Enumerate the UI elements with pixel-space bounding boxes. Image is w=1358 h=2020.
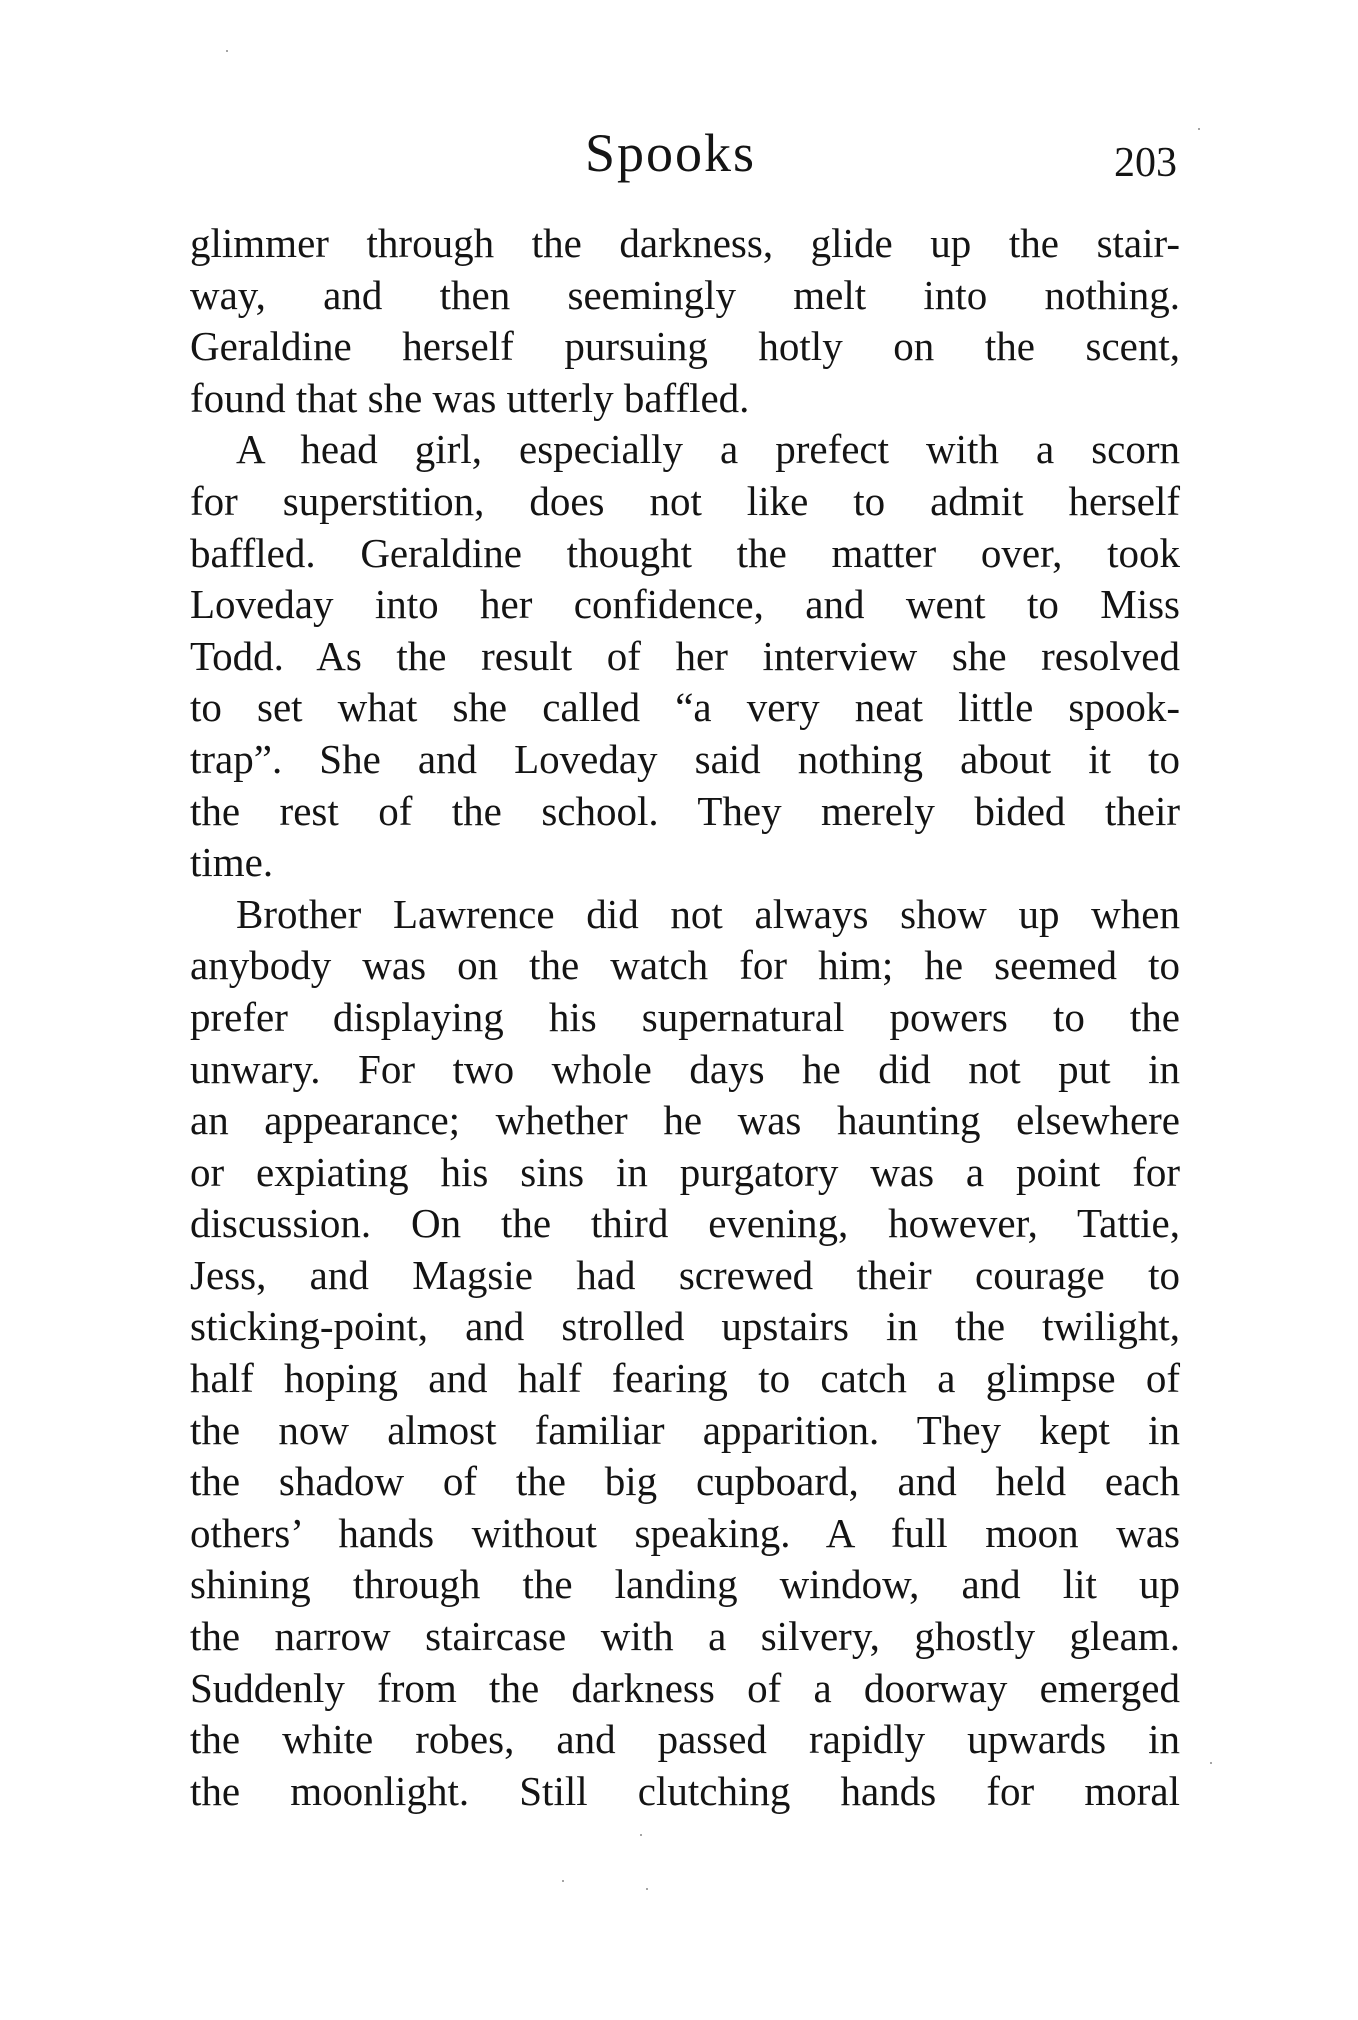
text-line: discussion. On the third evening, however, Tattie, (190, 1200, 1180, 1247)
text-line: time. (190, 839, 274, 886)
body-text (190, 218, 1180, 1817)
text-line: anybody was on the watch for him; he seemed to (190, 942, 1180, 989)
running-header (0, 118, 1358, 188)
paper-speck (1210, 1762, 1212, 1764)
text-line: Suddenly from the darkness of a doorway emerged (190, 1664, 1180, 1711)
text-line: to set what she called “a very neat little spook- (190, 684, 1180, 731)
text-line: the shadow of the big cupboard, and held each (190, 1458, 1180, 1505)
text-line: sticking-point, and strolled upstairs in the twilight, (190, 1303, 1180, 1350)
text-line: Geraldine herself pursuing hotly on the scent, (190, 323, 1180, 370)
text-line: for superstition, does not like to admit herself (190, 477, 1180, 524)
text-line: unwary. For two whole days he did not put in (190, 1045, 1180, 1092)
text-line: Brother Lawrence did not always show up when (236, 890, 1180, 937)
text-line: prefer displaying his supernatural powers to the (190, 993, 1180, 1040)
page-number: 203 (1114, 140, 1177, 186)
text-line: Todd. As the result of her interview she resolved (190, 632, 1180, 679)
text-line: the white robes, and passed rapidly upwards in (190, 1716, 1180, 1763)
text-line: baffled. Geraldine thought the matter over, took (190, 529, 1180, 576)
text-line: A head girl, especially a prefect with a scorn (236, 426, 1180, 473)
text-line: the narrow staircase with a silvery, ghostly gleam. (190, 1613, 1180, 1660)
text-line: the moonlight. Still clutching hands for moral (190, 1767, 1180, 1814)
text-line: the rest of the school. They merely bided their (190, 787, 1180, 834)
text-line: shining through the landing window, and lit up (190, 1561, 1180, 1608)
text-line: half hoping and half fearing to catch a glimpse of (190, 1355, 1180, 1402)
text-line: way, and then seemingly melt into nothing. (190, 271, 1180, 318)
text-line: an appearance; whether he was haunting elsewhere (190, 1097, 1180, 1144)
text-line: glimmer through the darkness, glide up the stair- (190, 220, 1180, 266)
text-line: or expiating his sins in purgatory was a point for (190, 1148, 1180, 1195)
paper-speck (562, 1880, 564, 1882)
running-title: Spooks (585, 123, 757, 183)
text-line: the now almost familiar apparition. They kept in (190, 1406, 1180, 1453)
text-line: Jess, and Magsie had screwed their courage to (190, 1251, 1180, 1298)
text-line: trap”. She and Loveday said nothing about it to (190, 735, 1180, 782)
paper-speck (226, 50, 228, 52)
text-line: found that she was utterly baffled. (190, 374, 750, 421)
paper-speck (1198, 128, 1200, 130)
text-line: others’ hands without speaking. A full moon was (190, 1509, 1180, 1556)
paper-speck (646, 1888, 648, 1890)
text-line: Loveday into her confidence, and went to Miss (190, 581, 1180, 628)
paper-speck (640, 1834, 642, 1836)
